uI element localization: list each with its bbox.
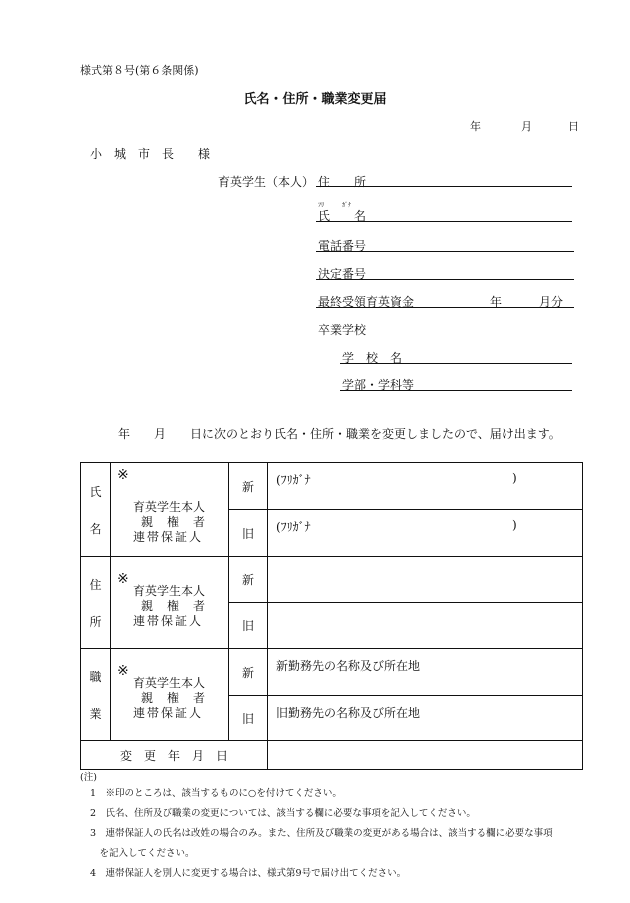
note-3-cont: を記入してください。: [90, 848, 195, 859]
job-note-mark: ※: [117, 663, 129, 679]
name-old-furigana-close: ): [512, 518, 517, 532]
name-role-guardian[interactable]: 親権者: [141, 515, 220, 529]
note-3: 3 連帯保証人の氏名は改姓の場合のみ。また、住所及び職業の変更がある場合は、該当する欄に必要な事項: [90, 828, 553, 839]
name-label: 氏 名: [318, 209, 367, 223]
job-old-label: 旧: [229, 696, 268, 741]
name-category-char2: 名: [89, 521, 102, 536]
change-date-label: 変 更 年 月 日: [81, 741, 268, 770]
last-received-year: 年: [490, 295, 503, 309]
department-line[interactable]: [340, 390, 572, 391]
name-new-label: 新: [229, 463, 268, 510]
last-received-line[interactable]: [316, 307, 574, 308]
phone-label: 電話番号: [318, 239, 367, 253]
old-employer-label: 旧勤務先の名称及び所在地: [276, 706, 421, 720]
name-role-student[interactable]: 育英学生本人: [133, 500, 206, 514]
address-role-guarantor[interactable]: 連帯保証人: [133, 614, 204, 628]
school-name-line[interactable]: [340, 363, 572, 364]
note-4: 4 連帯保証人を別人に変更する場合は、様式第9号で届け出てください。: [90, 868, 407, 879]
statement: 年 月 日に次のとおり氏名・住所・職業を変更しましたので、届け出ます。: [118, 427, 561, 441]
address-new-label: 新: [229, 557, 268, 603]
address-category-cell: [81, 557, 111, 649]
name-new-furigana-close: ): [512, 471, 517, 485]
job-category-cell: [81, 649, 111, 741]
notes-header: (注): [80, 772, 97, 783]
job-new-field[interactable]: [268, 649, 583, 696]
job-role-cell: [111, 649, 229, 741]
name-role-cell: [111, 463, 229, 557]
page-title: 氏名・住所・職業変更届: [243, 92, 387, 107]
form-number: 様式第８号(第６条関係): [80, 64, 199, 77]
name-old-furigana-open: (ﾌﾘｶﾞﾅ: [276, 520, 311, 534]
decision-number-line[interactable]: [316, 279, 574, 280]
school-name-label: 学 校 名: [342, 351, 403, 365]
name-new-furigana-open: (ﾌﾘｶﾞﾅ: [276, 473, 311, 487]
last-received-label: 最終受領育英資金: [318, 295, 415, 309]
note-2: 2 氏名、住所及び職業の変更については、該当する欄に必要な事項を記入してください。: [90, 808, 476, 819]
name-category-char1: 氏: [89, 484, 102, 499]
address-category-char1: 住: [89, 577, 102, 592]
address-category-char2: 所: [89, 614, 102, 629]
name-note-mark: ※: [117, 467, 129, 483]
job-role-guarantor[interactable]: 連帯保証人: [133, 706, 204, 720]
last-received-month: 月分: [539, 295, 564, 309]
job-new-label: 新: [229, 649, 268, 696]
applicant-label: 育英学生（本人）: [218, 175, 315, 189]
department-label: 学部・学科等: [342, 378, 415, 392]
job-old-field[interactable]: [268, 696, 583, 741]
graduated-school-label: 卒業学校: [318, 323, 367, 337]
date-year-label: 年: [470, 120, 481, 133]
phone-line[interactable]: [316, 251, 574, 252]
job-role-guardian[interactable]: 親権者: [141, 691, 220, 705]
address-note-mark: ※: [117, 571, 129, 587]
address-old-field[interactable]: [268, 603, 583, 649]
address-label: 住 所: [318, 175, 367, 189]
date-month-label: 月: [521, 120, 532, 133]
address-role-guardian[interactable]: 親権者: [141, 599, 220, 613]
change-table: [80, 462, 583, 770]
addressee: 小 城 市 長 様: [90, 147, 211, 161]
decision-number-label: 決定番号: [318, 267, 367, 281]
job-category-char1: 職: [89, 669, 102, 684]
name-new-field[interactable]: [268, 463, 583, 510]
name-line[interactable]: [316, 221, 572, 222]
change-date-field[interactable]: [268, 741, 583, 770]
notes: [80, 772, 590, 884]
address-role-student[interactable]: 育英学生本人: [133, 584, 206, 598]
name-old-field[interactable]: [268, 510, 583, 557]
address-line[interactable]: [316, 186, 572, 187]
name-category-cell: [81, 463, 111, 557]
new-employer-label: 新勤務先の名称及び所在地: [276, 659, 421, 673]
address-new-field[interactable]: [268, 557, 583, 603]
note-1: 1 ※印のところは、該当するものに○を付けてください。: [90, 788, 342, 799]
address-old-label: 旧: [229, 603, 268, 649]
job-role-student[interactable]: 育英学生本人: [133, 676, 206, 690]
name-role-guarantor[interactable]: 連帯保証人: [133, 530, 204, 544]
name-old-label: 旧: [229, 510, 268, 557]
address-role-cell: [111, 557, 229, 649]
date-day-label: 日: [568, 120, 579, 133]
furigana-small-label: ﾌﾘ ｶﾞﾅ: [318, 202, 352, 209]
job-category-char2: 業: [89, 706, 102, 721]
